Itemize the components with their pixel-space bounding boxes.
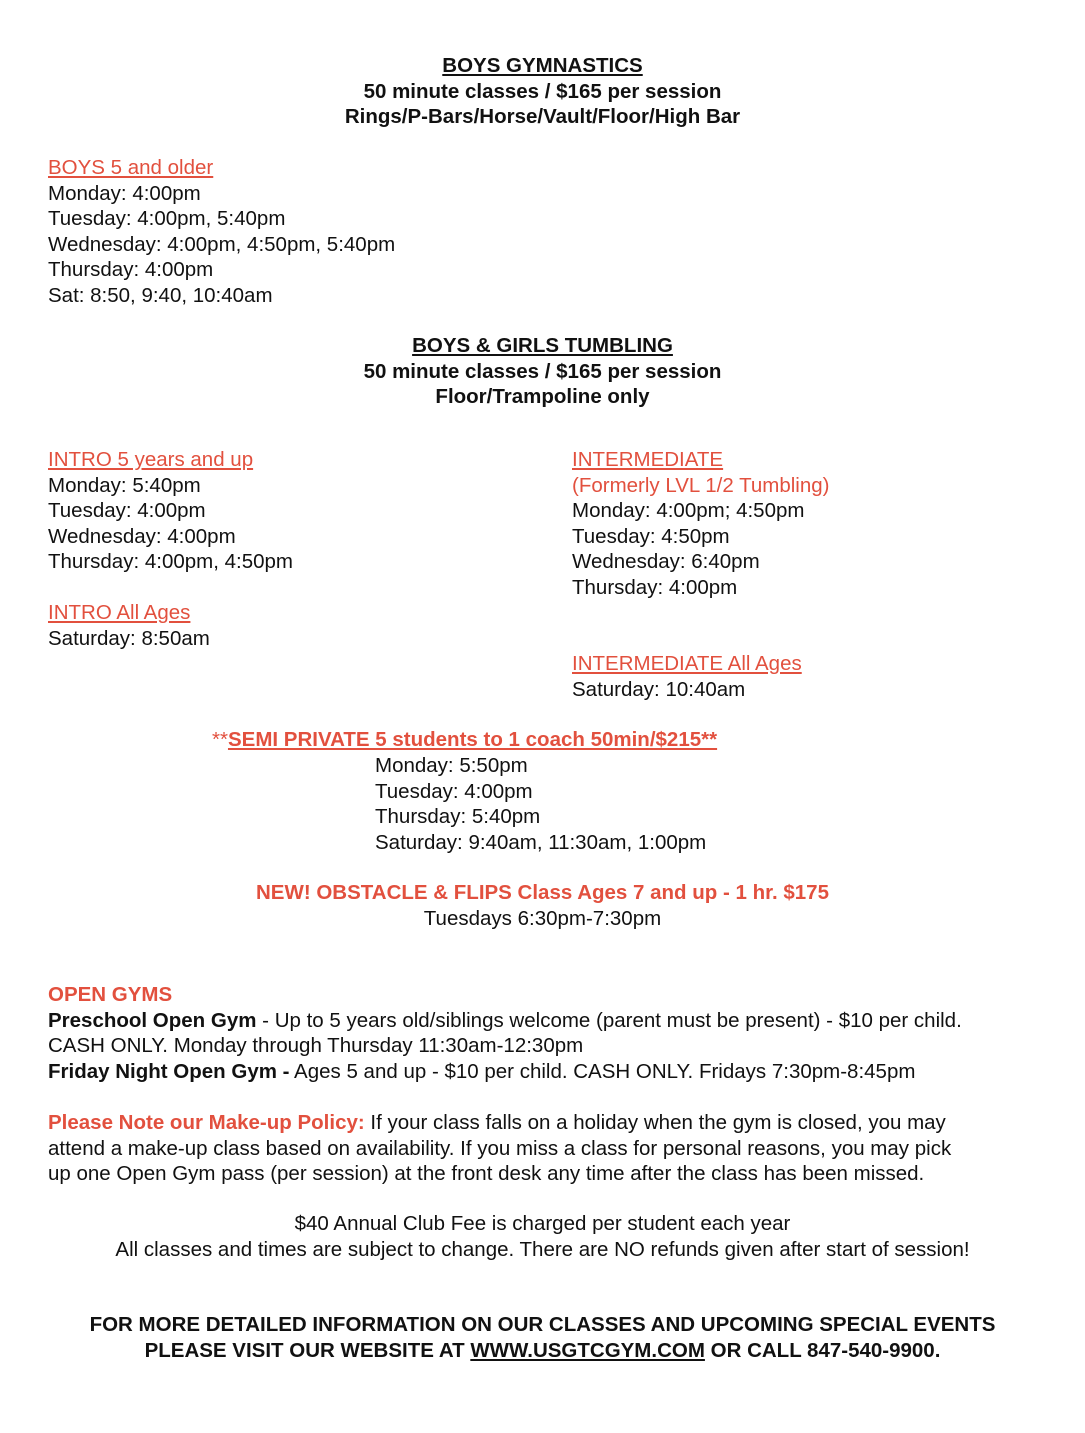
schedule-line: Sat: 8:50, 9:40, 10:40am [48,283,273,307]
makeup-policy-text3: up one Open Gym pass (per session) at the front desk any time after the class has been missed. [48,1162,925,1185]
tumbling-header [0,333,1085,410]
preschool-open-gym-text: - Up to 5 years old/siblings welcome (parent must be present) - $10 per child. [256,1008,962,1032]
schedule-line: Saturday: 9:40am, 11:30am, 1:00pm [375,830,707,854]
schedule-line: Monday: 4:00pm; 4:50pm [572,499,805,522]
intro-section [48,447,293,575]
boys-5-older-section [48,155,395,308]
schedule-line: Wednesday: 6:40pm [572,550,760,573]
makeup-policy-text: If your class falls on a holiday when the gym is closed, you may [364,1111,946,1134]
schedule-line: Wednesday: 4:00pm [48,524,236,548]
obstacle-heading: NEW! OBSTACLE & FLIPS Class Ages 7 and up - 1 hr. $175 [256,881,829,904]
schedule-line: Thursday: 4:00pm [48,258,214,281]
schedule-line: Tuesday: 4:00pm [48,499,206,522]
friday-open-gym-label: Friday Night Open Gym - [48,1059,290,1083]
footer [0,1312,1085,1363]
intermediate-all-ages-heading: INTERMEDIATE All Ages [572,652,802,675]
preschool-open-gym-label: Preschool Open Gym [48,1008,257,1032]
obstacle-section [0,880,1085,931]
footer-line2-suffix: OR CALL 847-540-9900. [704,1338,941,1362]
refund-disclaimer: All classes and times are subject to change. There are NO refunds given after start of session! [115,1237,970,1261]
footer-line2-prefix: PLEASE VISIT OUR WEBSITE AT [144,1338,471,1362]
tumbling-title: BOYS & GIRLS TUMBLING [412,334,673,357]
schedule-line: Tuesday: 4:00pm, 5:40pm [48,207,286,230]
boys-gymnastics-subtitle: 50 minute classes / $165 per session [363,79,722,103]
club-fee-text: $40 Annual Club Fee is charged per student each year [294,1212,791,1235]
schedule-line: Monday: 4:00pm [48,181,201,205]
makeup-policy-label: Please Note our Make-up Policy: [48,1111,365,1134]
fees-section [0,1211,1085,1262]
intermediate-note: (Formerly LVL 1/2 Tumbling) [572,473,830,497]
boys-5-older-heading: BOYS 5 and older [48,156,214,179]
intro-all-ages-heading: INTRO All Ages [48,601,191,624]
semi-private-title: SEMI PRIVATE 5 students to 1 coach 50min/$215** [227,728,718,751]
website-link[interactable]: WWW.USGTCGYM.COM [470,1338,705,1362]
tumbling-subtitle: 50 minute classes / $165 per session [363,359,722,383]
makeup-policy-text2: attend a make-up class based on availability. If you miss a class for personal reasons, you may pick [48,1136,952,1160]
semi-private-prefix: ** [212,728,228,751]
open-gyms-heading: OPEN GYMS [48,983,173,1006]
makeup-policy-section [48,1110,1048,1187]
intermediate-section [572,447,829,600]
semi-private-schedule [375,753,706,855]
tumbling-events: Floor/Trampoline only [435,385,650,408]
obstacle-time: Tuesdays 6:30pm-7:30pm [423,906,662,930]
schedule-line: Thursday: 4:00pm, 4:50pm [48,550,293,573]
intro-heading: INTRO 5 years and up [48,448,254,471]
schedule-line: Tuesday: 4:50pm [572,524,730,548]
schedule-line: Thursday: 5:40pm [375,805,541,828]
schedule-line: Monday: 5:50pm [375,754,528,777]
schedule-line: Monday: 5:40pm [48,473,201,497]
intermediate-all-ages-section [572,651,802,702]
intermediate-heading: INTERMEDIATE [572,448,724,471]
intro-all-ages-section [48,600,210,651]
open-gyms-section [48,982,1048,1084]
friday-open-gym-text: Ages 5 and up - $10 per child. CASH ONLY. Fridays 7:30pm-8:45pm [289,1059,916,1083]
schedule-line: Tuesday: 4:00pm [375,779,533,803]
preschool-open-gym-text2: CASH ONLY. Monday through Thursday 11:30am-12:30pm [48,1034,584,1057]
boys-gymnastics-header [0,53,1085,130]
boys-gymnastics-title: BOYS GYMNASTICS [442,54,643,77]
schedule-line: Wednesday: 4:00pm, 4:50pm, 5:40pm [48,232,396,256]
schedule-line: Saturday: 8:50am [48,626,210,650]
schedule-line: Saturday: 10:40am [572,677,746,701]
schedule-line: Thursday: 4:00pm [572,575,738,599]
boys-gymnastics-events: Rings/P-Bars/Horse/Vault/Floor/High Bar [344,105,741,128]
footer-line1: FOR MORE DETAILED INFORMATION ON OUR CLASSES AND UPCOMING SPECIAL EVENTS [89,1313,996,1336]
semi-private-heading [212,727,717,753]
